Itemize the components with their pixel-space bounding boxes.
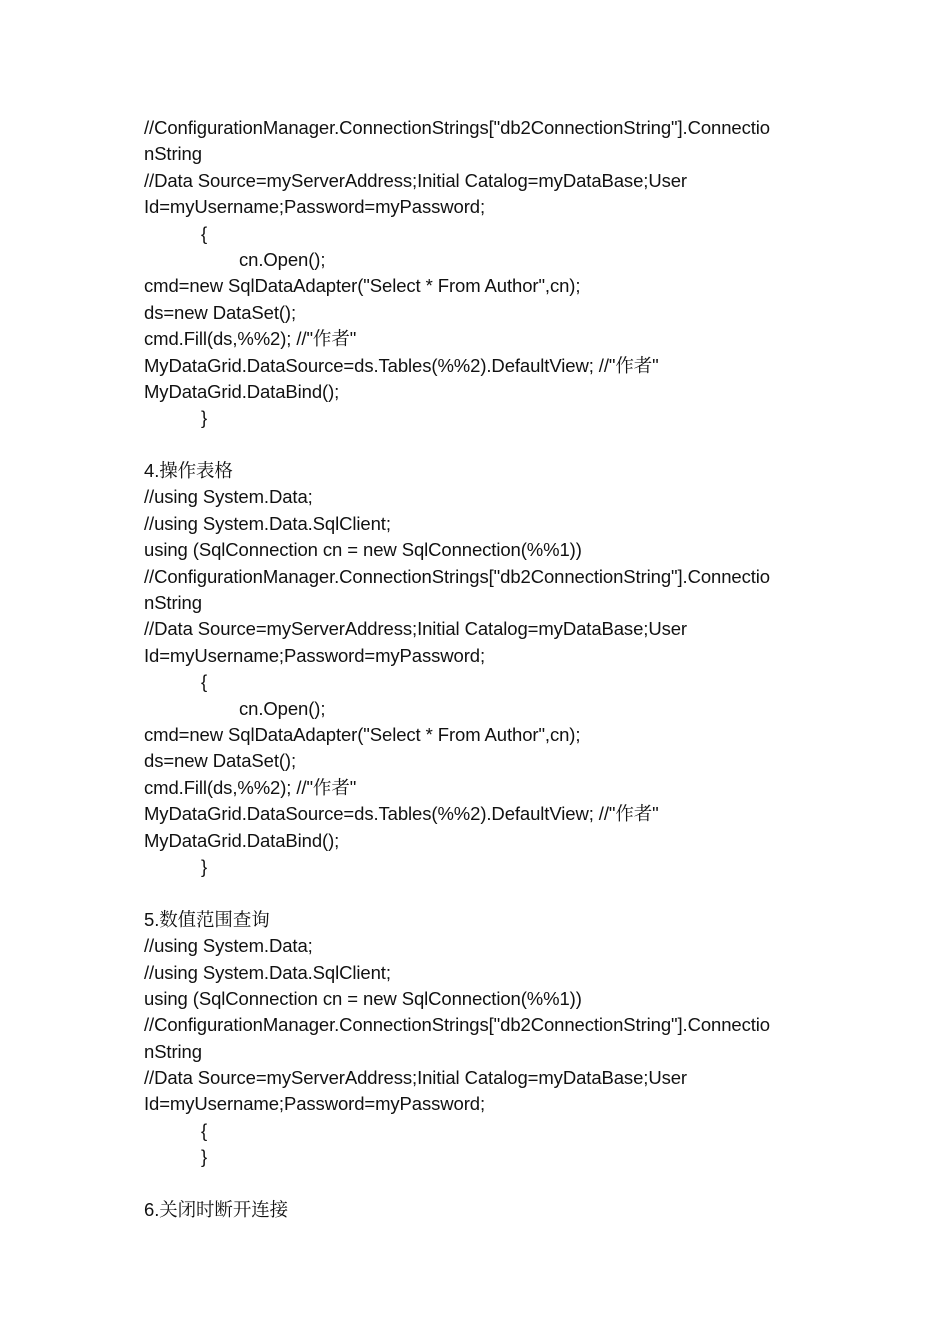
code-line: MyDataGrid.DataBind();: [144, 380, 340, 402]
code-line: {: [201, 1119, 208, 1141]
code-line: {: [201, 222, 208, 244]
code-line: using (SqlConnection cn = new SqlConnection(%%1)): [144, 987, 582, 1009]
code-line: Id=myUsername;Password=myPassword;: [144, 1093, 486, 1115]
code-line: cmd.Fill(ds,%%2); //"作者": [144, 776, 357, 798]
code-line: //ConfigurationManager.ConnectionStrings["db2ConnectionString"].Connectio: [144, 1014, 770, 1036]
code-line: //using System.Data.SqlClient;: [144, 512, 391, 534]
code-line: {: [201, 671, 208, 693]
code-line: }: [201, 407, 208, 429]
section-heading: 6.关闭时断开连接: [144, 1199, 289, 1221]
code-line: cmd=new SqlDataAdapter("Select * From Author",cn);: [144, 275, 581, 297]
spacer: [144, 1171, 824, 1197]
code-block-1: [144, 115, 824, 432]
code-line: //Data Source=myServerAddress;Initial Catalog=myDataBase;User: [144, 169, 687, 191]
spacer: [144, 880, 824, 906]
code-line: //ConfigurationManager.ConnectionStrings["db2ConnectionString"].Connectio: [144, 565, 770, 587]
code-line: ds=new DataSet();: [144, 750, 297, 772]
spacer: [144, 432, 824, 458]
code-line: ds=new DataSet();: [144, 301, 297, 323]
code-line: //Data Source=myServerAddress;Initial Catalog=myDataBase;User: [144, 1067, 687, 1089]
code-line: nString: [144, 143, 202, 165]
document-page: [144, 115, 824, 1223]
code-line: }: [201, 1146, 208, 1168]
code-line: //using System.Data;: [144, 935, 313, 957]
code-line: //using System.Data.SqlClient;: [144, 961, 391, 983]
code-line: MyDataGrid.DataBind();: [144, 829, 340, 851]
code-line: //using System.Data;: [144, 486, 313, 508]
code-line: cn.Open();: [239, 248, 326, 270]
code-line: using (SqlConnection cn = new SqlConnection(%%1)): [144, 539, 582, 561]
code-line: cmd.Fill(ds,%%2); //"作者": [144, 328, 357, 350]
code-line: }: [201, 855, 208, 877]
section-heading: 4.操作表格: [144, 460, 233, 482]
section-6: [144, 1197, 824, 1223]
code-line: cn.Open();: [239, 697, 326, 719]
code-line: nString: [144, 1040, 202, 1062]
code-line: nString: [144, 592, 202, 614]
code-line: Id=myUsername;Password=myPassword;: [144, 196, 486, 218]
section-heading: 5.数值范围查询: [144, 908, 270, 930]
section-4: [144, 458, 824, 880]
code-line: Id=myUsername;Password=myPassword;: [144, 644, 486, 666]
section-5: [144, 907, 824, 1171]
code-line: MyDataGrid.DataSource=ds.Tables(%%2).DefaultView; //"作者": [144, 354, 659, 376]
code-line: //ConfigurationManager.ConnectionStrings["db2ConnectionString"].Connectio: [144, 117, 770, 138]
code-line: //Data Source=myServerAddress;Initial Catalog=myDataBase;User: [144, 618, 687, 640]
code-line: MyDataGrid.DataSource=ds.Tables(%%2).DefaultView; //"作者": [144, 803, 659, 825]
code-line: cmd=new SqlDataAdapter("Select * From Author",cn);: [144, 723, 581, 745]
